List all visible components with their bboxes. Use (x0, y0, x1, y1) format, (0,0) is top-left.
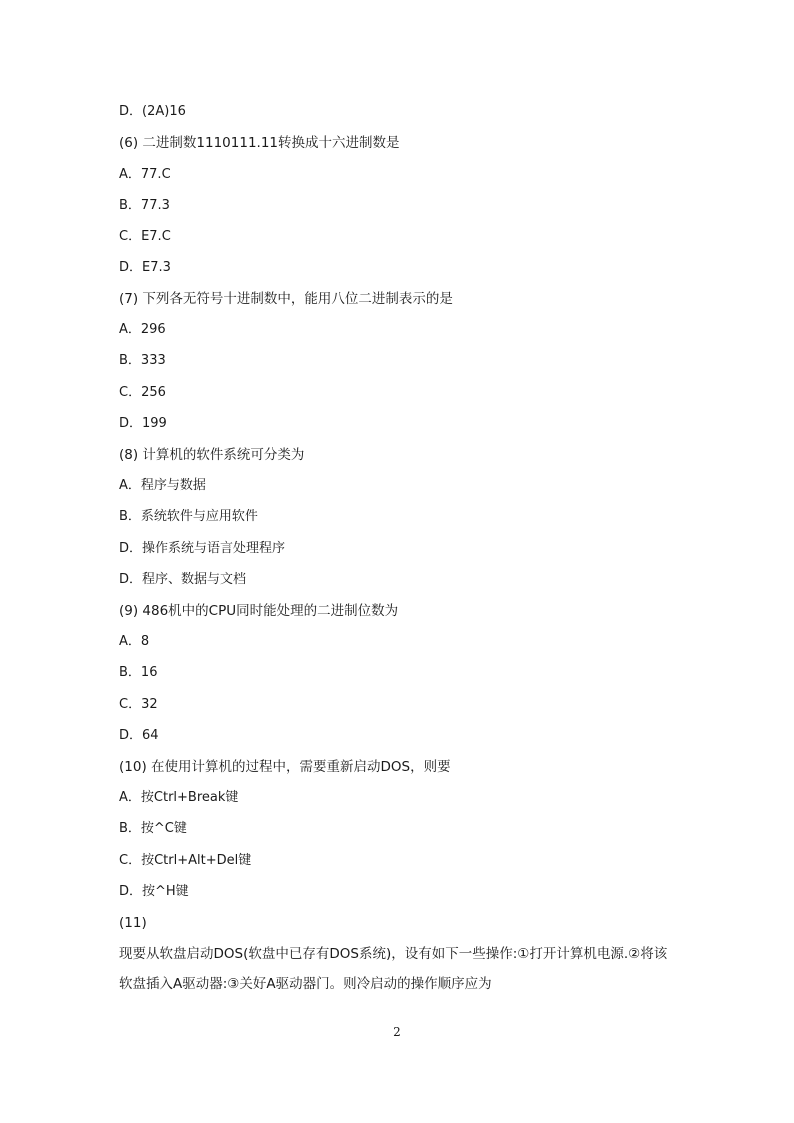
question-8: (8) 计算机的软件系统可分类为 (119, 447, 305, 463)
option-d-q5: D．(2A)16 (119, 104, 186, 119)
option-d-q6: D．E7.3 (119, 260, 171, 275)
option-b-q10: B．按^C键 (119, 821, 187, 836)
option-d-q8: D．程序、数据与文档 (119, 572, 247, 587)
option-d-q10: D．按^H键 (119, 884, 189, 899)
option-c-q6: C．E7.C (119, 229, 171, 244)
question-11-number: (11) (119, 915, 147, 931)
option-a-q10: A．按Ctrl+Break键 (119, 790, 239, 805)
question-6: (6) 二进制数1110111.11转换成十六进制数是 (119, 135, 400, 151)
page-number: 2 (393, 1025, 401, 1039)
option-b-q8: B．系统软件与应用软件 (119, 509, 258, 524)
option-d-q9: D．64 (119, 728, 159, 743)
question-9: (9) 486机中的CPU同时能处理的二进制位数为 (119, 603, 399, 619)
option-c-q10: C．按Ctrl+Alt+Del键 (119, 853, 252, 868)
option-c-q8: D．操作系统与语言处理程序 (119, 541, 286, 556)
question-7: (7) 下列各无符号十进制数中，能用八位二进制表示的是 (119, 291, 453, 307)
option-a-q9: A．8 (119, 634, 150, 649)
option-a-q7: A．296 (119, 322, 166, 337)
option-c-q9: C．32 (119, 697, 158, 712)
question-11-text: 现要从软盘启动DOS(软盘中已存有DOS系统)，设有如下一些操作:①打开计算机电源.②将该软盘插入A驱动器:③关好A驱动器门。则冷启动的操作顺序应为 (119, 946, 668, 992)
option-b-q7: B．333 (119, 353, 166, 368)
question-10: (10) 在使用计算机的过程中，需要重新启动DOS，则要 (119, 759, 451, 775)
option-a-q6: A．77.C (119, 167, 171, 182)
option-a-q8: A．程序与数据 (119, 478, 206, 493)
option-c-q7: C．256 (119, 385, 166, 400)
option-d-q7: D．199 (119, 416, 167, 431)
option-b-q6: B．77.3 (119, 198, 170, 213)
option-b-q9: B．16 (119, 665, 158, 680)
